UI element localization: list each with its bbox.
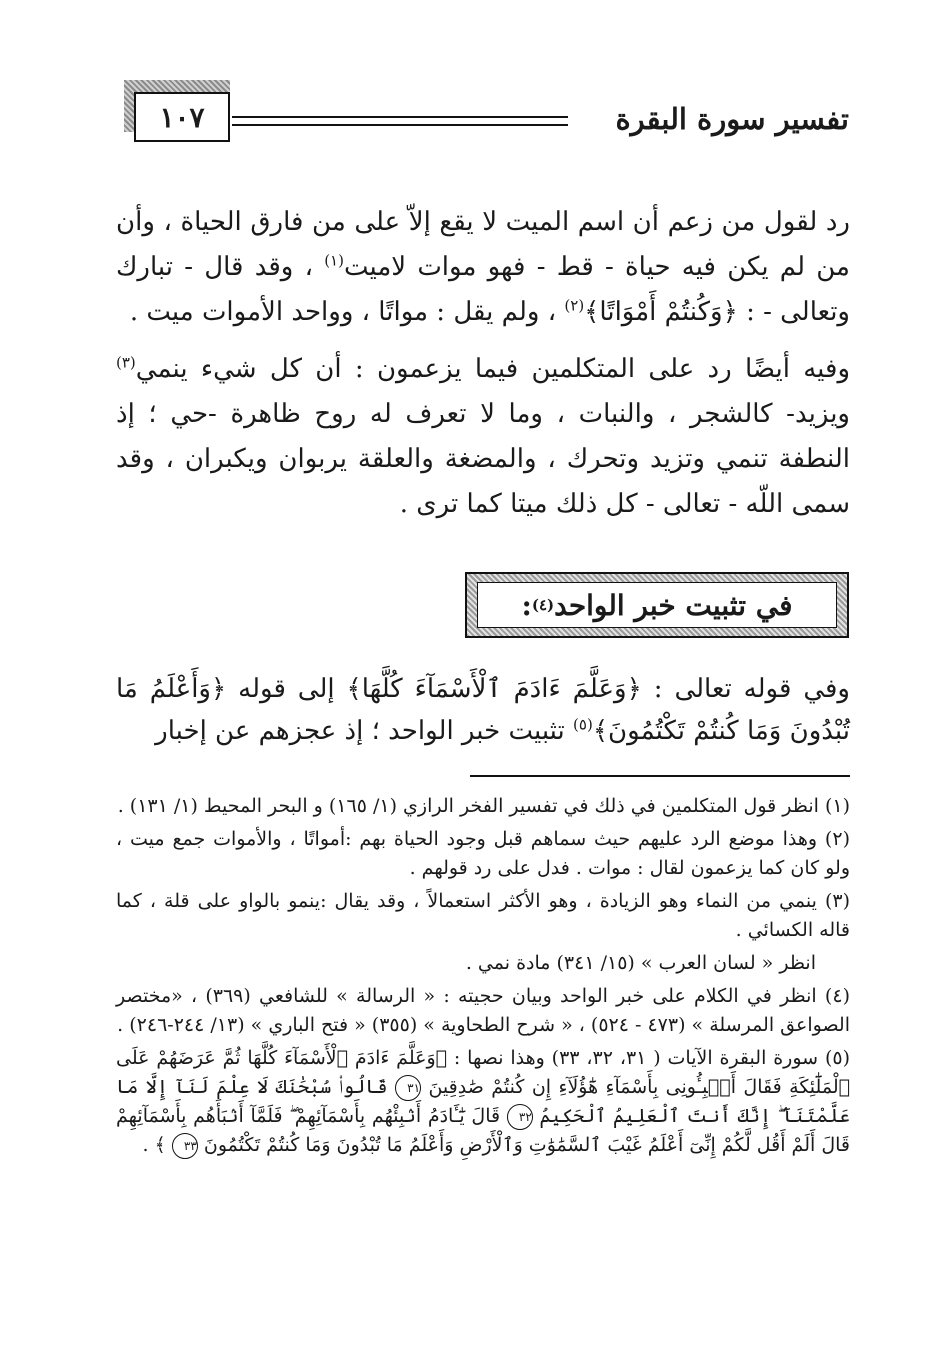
section-heading: في تثبيت خبر الواحد (٤) : [477, 582, 837, 628]
footnote-5-text-b: قَالُوا۟ سُبْحَٰنَكَ لَا عِلْمَ لَنَآ إِلَّا مَا عَلَّمْتَنَآ ۖ إِنَّكَ أَنتَ ٱلْعَلِيمُ ٱلْحَكِيمُ [116, 1076, 850, 1127]
paragraph-3 [116, 668, 850, 752]
page-number-box [134, 92, 230, 142]
paragraph-1-text: رد لقول من زعم أن اسم الميت لا يقع إلاّ على من فارق الحياة ، وأن من لم يكن فيه حياة - قط - فهو موات لاميت [116, 207, 850, 282]
footnote-5-text: (٥) سورة البقرة الآيات ( ٣١، ٣٢، ٣٣) وهذا نصها : ﴿وَعَلَّمَ ءَادَمَ ٱلْأَسْمَآءَ كُلَّهَا ثُمَّ عَرَضَهُمْ عَلَى ٱلْمَلَٰٓئِكَةِ فَقَالَ أَنۢبِـُٔونِى بِأَسْمَآءِ هَٰٓؤُلَآءِ إِن كُنتُمْ صَٰدِقِينَ [116, 1047, 851, 1098]
footnote-ref-5: (٥) [573, 715, 593, 734]
paragraph-2-text: وفيه أيضًا رد على المتكلمين فيما يزعمون : أن كل شيء ينمي [135, 354, 850, 384]
main-text [116, 200, 850, 527]
running-title: تفسير سورة البقرة [615, 102, 849, 136]
paragraph-1 [116, 200, 850, 335]
footnote-5-text-d: ﴾ . [142, 1134, 166, 1156]
paragraph-2-text-b: ويزيد- كالشجر ، والنبات ، وما لا تعرف له روح ظاهرة -حي ؛ إذ النطفة تنمي وتزيد وتحرك ، والمضغة والعلقة يربوان ويكبران ، وقد سمى اللّه - تعالى - كل ذلك ميتا كما ترى . [116, 399, 850, 519]
header-rule-bottom [232, 124, 568, 126]
footnote-ref-1: (١) [324, 251, 344, 270]
footnote-ref-3: (٣) [116, 353, 136, 372]
main-text-continued [116, 668, 850, 752]
footnote-3-continued: انظر « لسان العرب » (١٥/ ٣٤١) مادة نمي . [465, 952, 816, 974]
header-rule-top [232, 116, 568, 118]
ayah-number-marker: ٣١ [395, 1075, 421, 1101]
paragraph-3-text: وفي قوله تعالى : ﴿وَعَلَّمَ ءَادَمَ ٱلْأَسْمَآءَ كُلَّهَا﴾ إلى قوله ﴿وَأَعْلَمُ مَا تُبْدُونَ وَمَا كُنتُمْ تَكْتُمُونَ﴾ [116, 674, 850, 746]
ayah-number-marker: ٣٢ [507, 1104, 533, 1130]
paragraph-2 [116, 347, 850, 527]
footnotes [116, 792, 850, 1164]
footnote-1: (١) انظر قول المتكلمين في ذلك في تفسير الفخر الرازي (١/ ١٦٥) و البحر المحيط (١/ ١٣١) . [117, 795, 850, 817]
footnote-ref-2: (٢) [564, 296, 585, 315]
section-heading-box [465, 572, 849, 638]
section-heading-suffix: : [521, 588, 532, 622]
footnote-5-text-c: قَالَ يَٰٓـَٔادَمُ أَنۢبِئْهُم بِأَسْمَآئِهِمْ ۖ فَلَمَّآ أَنۢبَأَهُم بِأَسْمَآئِهِمْ قَالَ أَلَمْ أَقُل لَّكُمْ إِنِّىٓ أَعْلَمُ غَيْبَ ٱلسَّمَٰوَٰتِ وَٱلْأَرْضِ وَأَعْلَمُ مَا تُبْدُونَ وَمَا كُنتُمْ تَكْتُمُونَ [116, 1105, 850, 1156]
page-number: ١٠٧ [159, 100, 205, 134]
page-header [0, 0, 951, 160]
footnote-2: (٢) وهذا موضع الرد عليهم حيث سماهم قبل وجود الحياة بهم :أمواتًا ، والأموات جمع ميت ، ولو كان كما يزعمون لقال : موات . فدل على رد قولهم . [116, 828, 850, 879]
footnote-separator [470, 775, 850, 777]
footnote-4: (٤) انظر في الكلام على خبر الواحد وبيان حجيته : « الرسالة » للشافعي (٣٦٩) ، «مختصر الصواعق المرسلة » (٤٧٣ - ٥٢٤) ، « شرح الطحاوية » (٣٥٥) « فتح الباري » (١٣/ ٢٤٤-٢٤٦) . [116, 985, 850, 1036]
paragraph-3-text-b: تثبيت خبر الواحد ؛ إذ عجزهم عن إخبار [155, 716, 574, 746]
section-heading-text: في تثبيت خبر الواحد [554, 588, 793, 622]
ayah-number-marker: ٣٣ [172, 1133, 198, 1159]
paragraph-1-text-b: ، وقد قال - تبارك وتعالى - : ﴿وَكُنتُمْ أَمْوَاتًا﴾ [116, 252, 850, 327]
footnote-3: (٣) ينمي من النماء وهو الزيادة ، وهو الأكثر استعمالاً ، وقد يقال :ينمو بالواو على قلة ، كما قاله الكسائي . [116, 890, 850, 941]
footnote-5 [116, 1044, 850, 1160]
paragraph-1-text-c: ، ولم يقل : مواتًا ، وواحد الأموات ميت . [129, 297, 565, 327]
